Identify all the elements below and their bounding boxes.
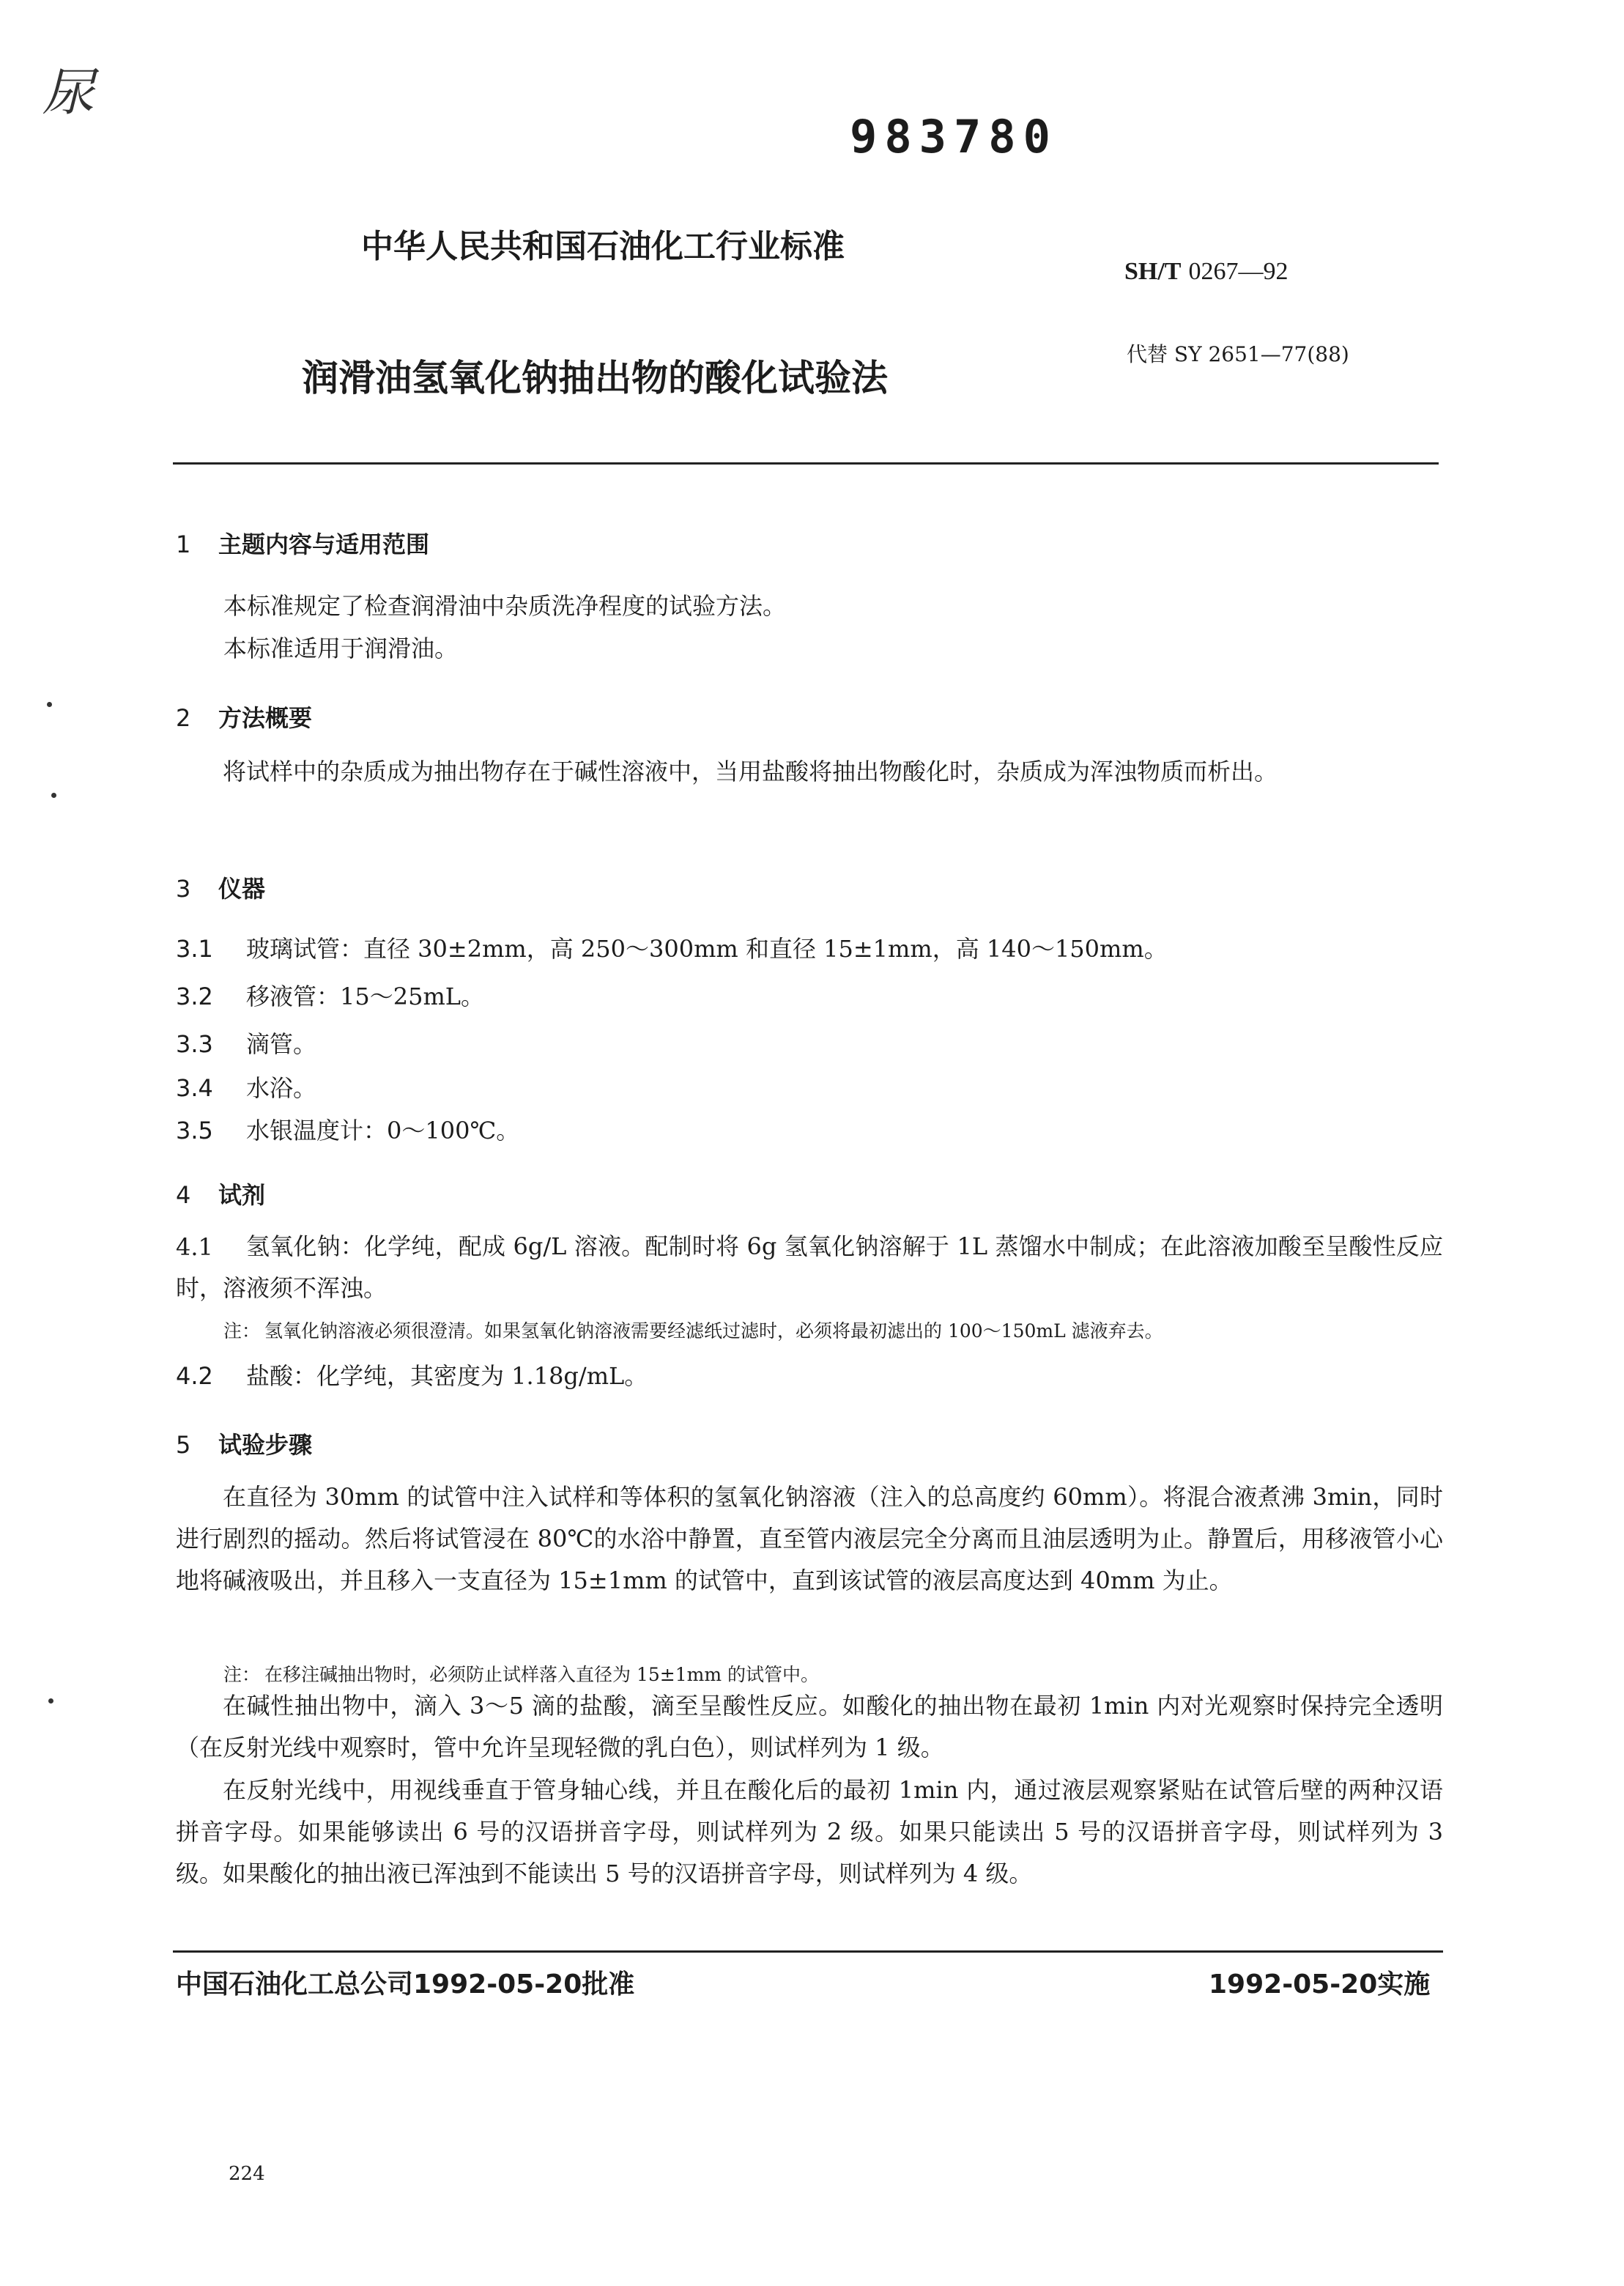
section-2-heading xyxy=(176,700,312,733)
item-text: 滴管。 xyxy=(246,1030,317,1058)
page-number: 224 xyxy=(229,2163,265,2185)
section-title: 试剂 xyxy=(218,1181,266,1209)
standard-number: 0267—92 xyxy=(1188,258,1289,285)
section-title: 方法概要 xyxy=(218,704,313,732)
reagent-item-number: 4.1 xyxy=(176,1233,213,1261)
item-number: 3.1 xyxy=(176,935,213,963)
section-number: 4 xyxy=(176,1181,191,1209)
handwritten-mark: 尿 xyxy=(42,62,94,122)
standard-prefix: SH/T xyxy=(1124,258,1182,285)
item-number: 4.2 xyxy=(176,1362,213,1390)
note-text: 氢氧化钠溶液必须很澄清。如果氢氧化钠溶液需要经滤纸过滤时，必须将最初滤出的 100～150mL 滤液弃去。 xyxy=(264,1320,1163,1342)
replaces-standard: 代替 SY 2651—77(88) xyxy=(1127,342,1349,366)
document-number: 983780 xyxy=(850,110,1058,163)
section-number: 5 xyxy=(176,1431,191,1459)
note-label: 注： xyxy=(223,1664,261,1685)
section-4-heading xyxy=(176,1177,265,1210)
item-number: 3.3 xyxy=(176,1030,213,1058)
section-title: 仪器 xyxy=(218,875,266,903)
item-number: 3.5 xyxy=(176,1117,213,1144)
item-text: 移液管：15～25mL。 xyxy=(246,983,485,1010)
procedure-paragraph: 在反射光线中，用视线垂直于管身轴心线，并且在酸化后的最初 1min 内，通过液层观察紧贴在试管后壁的两种汉语拼音字母。如果能够读出 6 号的汉语拼音字母，则试样列为 2 级。如果只能读出 5 号的汉语拼音字母，则试样列为 3 级。如果酸化的抽出液已浑浊到不能读出 5 号的汉语拼音字母，则试样列为 4 级。 xyxy=(176,1776,1443,1887)
item-number: 3.4 xyxy=(176,1074,213,1102)
section-number: 3 xyxy=(176,875,191,903)
apparatus-item xyxy=(176,1026,316,1059)
item-text: 盐酸：化学纯，其密度为 1.18g/mL。 xyxy=(246,1362,648,1390)
item-number: 3.2 xyxy=(176,983,213,1010)
standard-category-header: 中华人民共和国石油化工行业标准 xyxy=(361,228,845,265)
section-5-heading xyxy=(176,1427,312,1460)
section-title: 试验步骤 xyxy=(218,1431,313,1459)
section-number: 2 xyxy=(176,704,191,732)
section-1-paragraph: 本标准规定了检查润滑油中杂质洗净程度的试验方法。 xyxy=(223,592,787,620)
item-text: 水银温度计：0～100℃。 xyxy=(246,1117,520,1144)
reagent-item xyxy=(176,1358,648,1391)
apparatus-item xyxy=(176,1112,519,1146)
apparatus-item xyxy=(176,978,484,1012)
scan-speck xyxy=(48,1698,53,1704)
item-text: 玻璃试管：直径 30±2mm，高 250～300mm 和直径 15±1mm，高 140～150mm。 xyxy=(246,935,1168,963)
procedure-note xyxy=(223,1660,819,1687)
section-1-heading xyxy=(176,526,429,560)
section-2-paragraph: 将试样中的杂质成为抽出物存在于碱性溶液中，当用盐酸将抽出物酸化时，杂质成为浑浊物质而析出。 xyxy=(223,758,1278,785)
reagent-item-text: 氢氧化钠：化学纯，配成 6g/L 溶液。配制时将 6g 氢氧化钠溶解于 1L 蒸馏水中制成；在此溶液加酸至呈酸性反应时，溶液须不浑浊。 xyxy=(176,1232,1443,1302)
standard-code xyxy=(1124,258,1288,286)
apparatus-item xyxy=(176,931,1168,964)
section-title: 主题内容与适用范围 xyxy=(218,530,430,558)
note-text: 在移注碱抽出物时，必须防止试样落入直径为 15±1mm 的试管中。 xyxy=(264,1664,819,1685)
scan-speck xyxy=(51,793,56,798)
footer-divider xyxy=(173,1950,1443,1953)
scan-speck xyxy=(47,702,52,707)
note-label: 注： xyxy=(223,1320,261,1342)
approval-line: 中国石油化工总公司1992-05-20批准 xyxy=(176,1969,635,2000)
section-3-heading xyxy=(176,870,265,904)
section-number: 1 xyxy=(176,530,191,558)
reagent-note xyxy=(223,1317,1163,1343)
section-1-paragraph: 本标准适用于润滑油。 xyxy=(223,635,459,662)
effective-date: 1992-05-20实施 xyxy=(1209,1969,1431,2000)
header-divider xyxy=(173,462,1439,465)
procedure-paragraph: 在碱性抽出物中，滴入 3～5 滴的盐酸，滴至呈酸性反应。如酸化的抽出物在最初 1min 内对光观察时保持完全透明（在反射光线中观察时，管中允许呈现轻微的乳白色），则试样列为 1 级。 xyxy=(176,1692,1443,1761)
apparatus-item xyxy=(176,1070,316,1103)
item-text: 水浴。 xyxy=(246,1074,317,1102)
document-title: 润滑油氢氧化钠抽出物的酸化试验法 xyxy=(302,357,888,399)
procedure-paragraph: 在直径为 30mm 的试管中注入试样和等体积的氢氧化钠溶液（注入的总高度约 60mm）。将混合液煮沸 3min，同时进行剧烈的摇动。然后将试管浸在 80℃的水浴中静置，直至管内液层完全分离而且油层透明为止。静置后，用移液管小心地将碱液吸出，并且移入一支直径为 15±1mm 的试管中，直到该试管的液层高度达到 40mm 为止。 xyxy=(176,1483,1443,1594)
